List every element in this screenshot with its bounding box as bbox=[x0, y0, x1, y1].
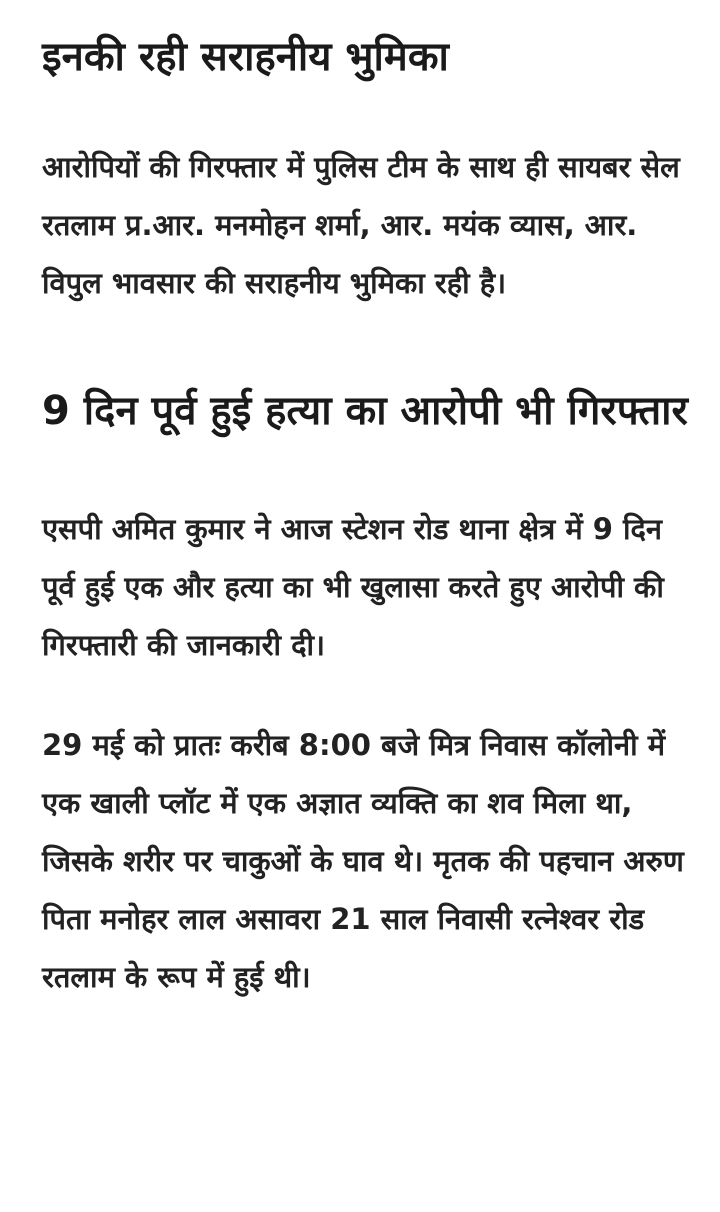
section-heading-murder-accused-arrested: 9 दिन पूर्व हुई हत्या का आरोपी भी गिरफ्तार bbox=[42, 388, 688, 434]
paragraph-sp-disclosure: एसपी अमित कुमार ने आज स्टेशन रोड थाना क्षेत्र में 9 दिन पूर्व हुई एक और हत्या का भी खुलासा करते हुए आरोपी की गिरफ्तारी की जानकारी दी। bbox=[42, 512, 664, 662]
section-heading-praiseworthy-role: इनकी रही सराहनीय भुमिका bbox=[42, 34, 449, 80]
paragraph-incident-details: 29 मई को प्रातः करीब 8:00 बजे मित्र निवास कॉलोनी में एक खाली प्लॉट में एक अज्ञात व्यक्ति का शव मिला था, जिसके शरीर पर चाकुओं के घाव थे। मृतक की पहचान अरुण पिता मनोहर लाल असावरा 21 साल निवासी रत्नेश्वर रोड रतलाम के रूप में हुई थी। bbox=[42, 728, 684, 994]
paragraph-cyber-cell-team: आरोपियों की गिरफ्तार में पुलिस टीम के साथ ही सायबर सेल रतलाम प्र.आर. मनमोहन शर्मा, आर. मयंक व्यास, आर. विपुल भावसार की सराहनीय भुमिका रही है। bbox=[42, 150, 680, 300]
article-body bbox=[42, 0, 692, 1006]
